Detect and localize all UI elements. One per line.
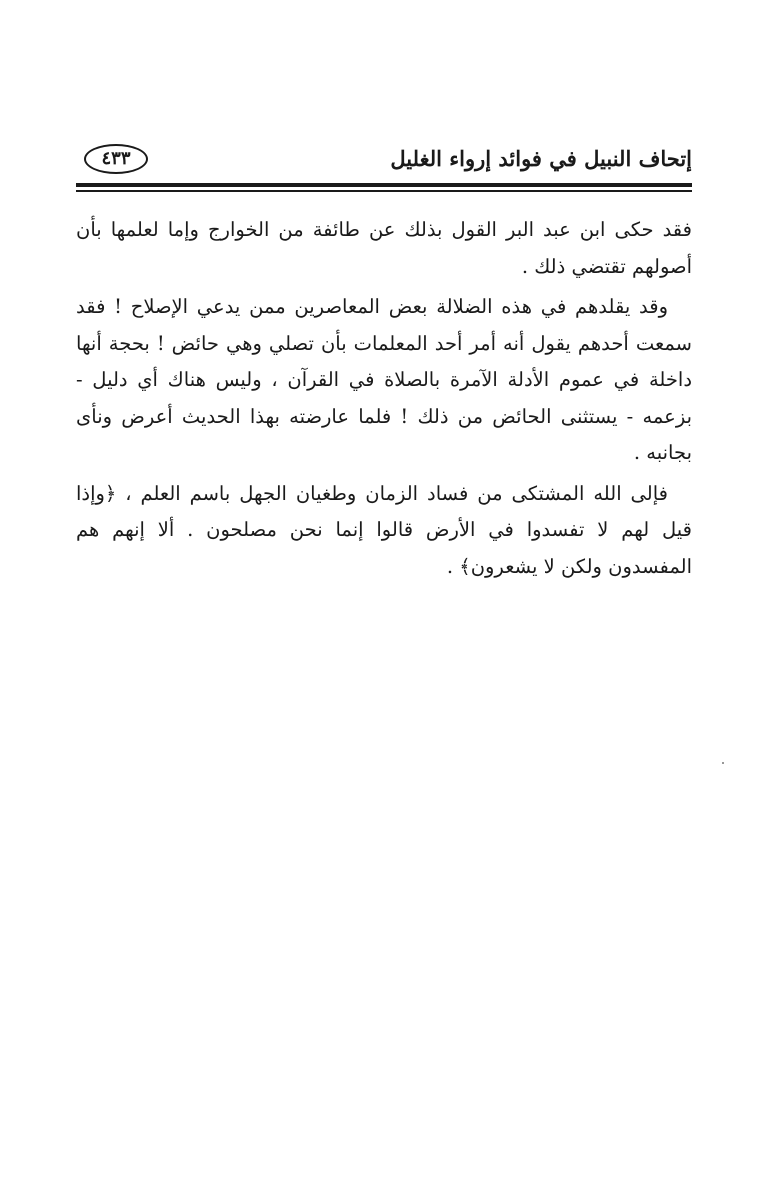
text-line: تقتضي ذلك . bbox=[521, 254, 626, 278]
text-line: الأدلة الآمرة بالصلاة في القرآن ، وليس هناك أي دليل - بزعمه - يستثنى الحائض من bbox=[76, 368, 693, 428]
text-line: لا تفسدوا في الأرض قالوا إنما نحن مصلحون . ألا إنهم هم المفسدون ولكن bbox=[76, 518, 692, 578]
text-line: فقد حكى ابن عبد البر القول بذلك عن طائفة من الخوارج وإما لعلمها بأن أصولهم bbox=[76, 218, 692, 278]
book-title: إتحاف النبيل في فوائد إرواء الغليل bbox=[390, 146, 692, 171]
paragraph-3 bbox=[76, 476, 692, 586]
scan-speck bbox=[722, 762, 724, 764]
header-rule-thick bbox=[76, 183, 692, 187]
text-line: وقد يقلدهم في هذه الضلالة بعض المعاصرين ممن يدعي الإصلاح ! فقد سمعت bbox=[76, 295, 692, 355]
paragraph-1 bbox=[76, 212, 692, 285]
paragraph-2 bbox=[76, 289, 692, 472]
text-line: ذلك ! فلما عارضته بهذا الحديث أعرض ونأى بجانبه . bbox=[76, 404, 692, 464]
running-header bbox=[76, 140, 692, 180]
body-text bbox=[76, 212, 692, 589]
header-rule-thin bbox=[76, 190, 692, 192]
text-line: أحدهم يقول أنه أمر أحد المعلمات بأن تصلي وهي حائض ! بحجة أنها داخلة في عموم bbox=[76, 331, 693, 391]
text-line: لا يشعرون﴾ . bbox=[446, 554, 555, 578]
text-line: فإلى الله المشتكى من فساد الزمان وطغيان الجهل باسم العلم ، ﴿وإذا قيل لهم bbox=[76, 481, 692, 541]
page-number: ٤٣٣ bbox=[84, 144, 148, 174]
